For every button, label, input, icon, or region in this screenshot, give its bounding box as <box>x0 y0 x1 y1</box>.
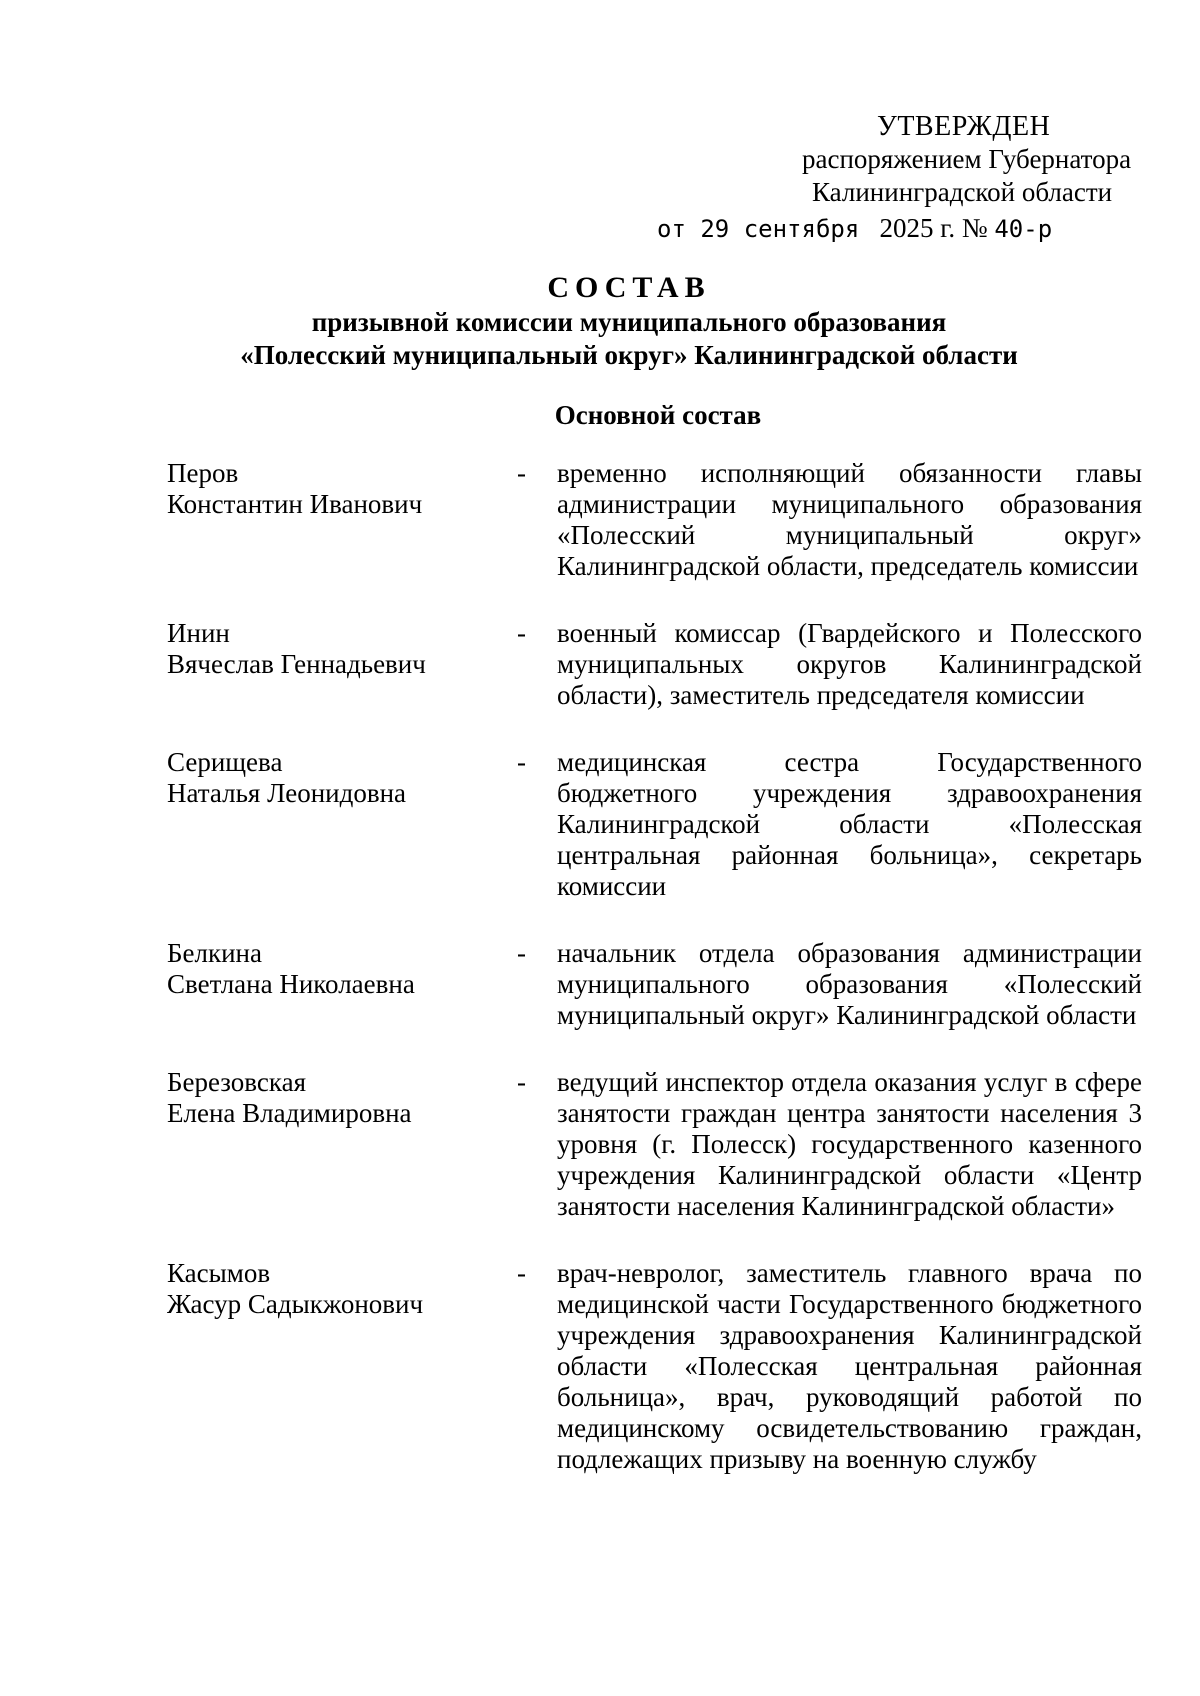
member-surname: Перов <box>167 458 239 488</box>
member-row <box>167 618 1147 711</box>
document-title-block <box>0 270 1200 372</box>
member-row <box>167 1258 1147 1475</box>
member-given-name: Вячеслав Геннадьевич <box>167 649 426 679</box>
approval-year: 2025 г. № <box>879 213 988 243</box>
section-title: Основной состав <box>554 400 762 430</box>
member-surname: Белкина <box>167 938 262 968</box>
approval-number: 40-р <box>994 215 1053 243</box>
member-role: временно исполняющий обязанности главы администрации муниципального образования «Полесский муниципальный округ» Калининградской области, председатель комиссии <box>557 458 1142 581</box>
member-name <box>167 938 517 1031</box>
members-list <box>167 458 1147 1475</box>
document-subtitle-line2: «Полесский муниципальный округ» Калининградской области <box>240 340 1018 370</box>
member-dash: - <box>517 938 526 968</box>
member-role: ведущий инспектор отдела оказания услуг в сфере занятости граждан центра занятости населения 3 уровня (г. Полесск) государственного казенного учреждения Калининградской области «Центр занятости населения Калининградской области» <box>557 1067 1142 1221</box>
approval-date <box>657 212 1052 246</box>
member-dash: - <box>517 1258 526 1288</box>
member-name <box>167 747 517 902</box>
member-given-name: Светлана Николаевна <box>167 969 415 999</box>
member-dash: - <box>517 458 526 488</box>
approval-date-prefix: от 29 сентября <box>657 215 860 243</box>
member-surname: Березовская <box>167 1067 306 1097</box>
member-given-name: Наталья Леонидовна <box>167 778 407 808</box>
member-name <box>167 458 517 582</box>
member-role: врач-невролог, заместитель главного врача по медицинской части Государственного бюджетного учреждения здравоохранения Калининградской области «Полесская центральная районная больница», врач, руководящий работой по медицинскому освидетельствованию граждан, подлежащих призыву на военную службу <box>557 1258 1142 1474</box>
member-given-name: Елена Владимировна <box>167 1098 412 1128</box>
document-subtitle-line1: призывной комиссии муниципального образования <box>311 307 947 337</box>
member-given-name: Константин Иванович <box>167 489 423 519</box>
member-dash: - <box>517 618 526 648</box>
member-row <box>167 938 1147 1031</box>
member-name <box>167 1258 517 1475</box>
member-name <box>167 618 517 711</box>
approval-region: Калининградской области <box>812 177 1113 207</box>
member-row <box>167 458 1147 582</box>
member-row <box>167 1067 1147 1222</box>
member-surname: Касымов <box>167 1258 271 1288</box>
member-role: военный комиссар (Гвардейского и Полесского муниципальных округов Калининградской области), заместитель председателя комиссии <box>557 618 1142 710</box>
member-role: начальник отдела образования администрации муниципального образования «Полесский муниципальный округ» Калининградской области <box>557 938 1142 1030</box>
member-dash: - <box>517 747 526 777</box>
member-surname: Серищева <box>167 747 283 777</box>
member-name <box>167 1067 517 1222</box>
member-dash: - <box>517 1067 526 1097</box>
approval-order: распоряжением Губернатора <box>802 144 1132 174</box>
member-surname: Инин <box>167 618 230 648</box>
approved-label: УТВЕРЖДЕН <box>877 111 1051 142</box>
member-row <box>167 747 1147 902</box>
approval-stamp <box>590 110 1150 242</box>
document-heading: СОСТАВ <box>547 271 711 304</box>
member-given-name: Жасур Садыкжонович <box>167 1289 424 1319</box>
member-role: медицинская сестра Государственного бюджетного учреждения здравоохранения Калининградской области «Полесская центральная районная больница», секретарь комиссии <box>557 747 1142 901</box>
